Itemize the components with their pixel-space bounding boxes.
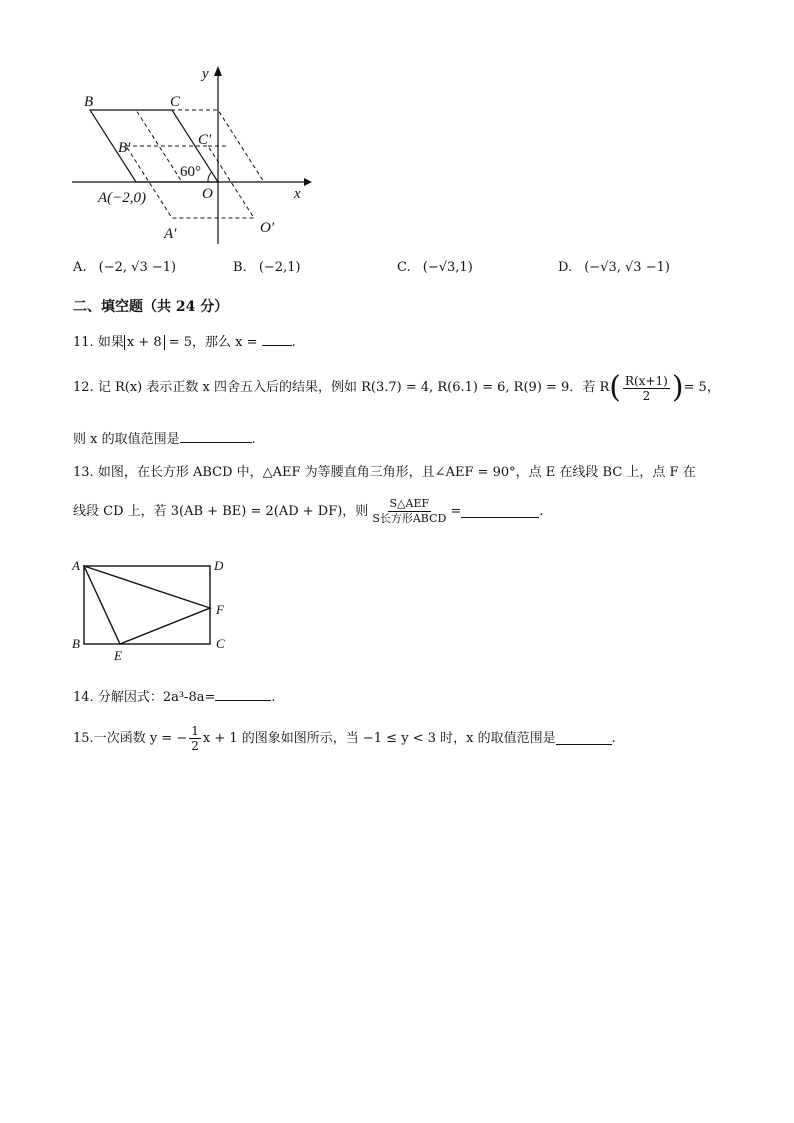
label-b-prime: B′ <box>118 140 131 156</box>
q15-before: 一次函数 y = − <box>93 730 188 746</box>
rectangle-abcd <box>84 566 210 644</box>
option-d-letter: D. <box>558 260 573 275</box>
section-title: 二、填空题（共 24 分） <box>73 299 229 315</box>
question-13-line1 <box>73 464 696 482</box>
label-y: y <box>202 66 209 82</box>
q15-frac-num: 1 <box>191 724 199 738</box>
q12-line1: 记 R(x) 表示正数 x 四舍五入后的结果，例如 R(3.7) = 4, R(6.1) = 6, R(9) = 9．若 R <box>97 380 610 395</box>
q12-line2: 则 x 的取值范围是 <box>73 432 180 447</box>
triangle-aef <box>84 566 210 644</box>
q15-end: . <box>611 730 616 746</box>
label-d: D <box>214 558 224 573</box>
label-x: x <box>294 186 301 202</box>
q12-paren-open: ( <box>609 370 621 405</box>
q15-frac-den: 2 <box>191 739 199 753</box>
x-axis-arrow <box>304 178 312 186</box>
label-a: A <box>72 558 80 573</box>
q15-answer-blank[interactable] <box>556 732 612 745</box>
option-c-value: (−√3,1) <box>422 260 473 275</box>
q13-answer-blank[interactable] <box>461 505 539 518</box>
option-b[interactable] <box>233 260 301 275</box>
q14-end: . <box>271 690 276 705</box>
question-12-line1 <box>73 370 720 405</box>
q12-number: 12. <box>73 380 94 395</box>
q13-line1: 如图，在长方形 ABCD 中，△AEF 为等腰直角三角形，且∠AEF = 90°，点 E 在线段 BC 上，点 F 在 <box>97 465 696 480</box>
option-c[interactable] <box>397 260 473 275</box>
q13-number: 13. <box>73 465 94 480</box>
q15-fraction <box>189 724 201 753</box>
q14-number: 14. <box>73 690 94 705</box>
label-o-prime: O′ <box>260 220 275 236</box>
q11-end: . <box>291 335 296 350</box>
label-b: B <box>72 636 80 651</box>
q11-abs: x + 8 <box>124 335 165 350</box>
label-f: F <box>216 602 224 617</box>
label-o: O <box>202 186 213 202</box>
question-13-line2 <box>73 497 543 526</box>
q13-frac-num: S△AEF <box>389 497 430 510</box>
q11-answer-blank[interactable] <box>262 333 292 346</box>
q12-frac-num: R(x+1) <box>624 373 668 388</box>
q13-line2-end: = <box>450 503 462 519</box>
label-a: A(−2,0) <box>98 190 147 206</box>
option-a-value: (−2, √3 −1) <box>98 260 177 275</box>
q15-number: 15. <box>73 730 94 746</box>
option-c-letter: C. <box>397 260 411 275</box>
parallelogram-figure <box>60 60 320 250</box>
option-a[interactable] <box>73 260 176 275</box>
q13-line2: 线段 CD 上，若 3(AB + BE) = 2(AD + DF)，则 <box>73 503 369 519</box>
q12-fraction <box>623 374 670 403</box>
q13-frac-den: S长方形ABCD <box>372 512 447 525</box>
question-15 <box>73 724 616 753</box>
rectangle-figure <box>66 556 236 666</box>
option-d[interactable] <box>558 260 670 275</box>
q12-line2-end: . <box>251 432 256 447</box>
q12-answer-blank[interactable] <box>180 430 252 443</box>
y-axis-arrow <box>214 66 222 76</box>
label-c-prime: C′ <box>198 132 212 148</box>
q12-line1-end: = 5， <box>683 380 720 395</box>
q11-before: 如果 <box>97 335 124 350</box>
label-a-prime: A′ <box>164 226 177 242</box>
q14-text: 分解因式：2a³-8a= <box>97 690 216 705</box>
label-angle: 60° <box>180 164 201 180</box>
q15-middle: x + 1 的图象如图所示，当 −1 ≤ y < 3 时，x 的取值范围是 <box>202 730 556 746</box>
option-a-letter: A. <box>73 260 87 275</box>
question-14 <box>73 688 276 707</box>
q11-number: 11. <box>73 335 94 350</box>
label-e: E <box>114 648 122 663</box>
q12-paren-close: ) <box>671 370 684 405</box>
q14-answer-blank[interactable] <box>215 688 271 701</box>
question-12-line2 <box>73 430 256 449</box>
option-b-letter: B. <box>233 260 247 275</box>
label-c: C <box>216 636 225 651</box>
question-11 <box>73 333 296 352</box>
q13-fraction <box>370 497 448 526</box>
label-c: C <box>170 94 181 110</box>
q12-frac-den: 2 <box>642 388 651 403</box>
angle-arc <box>208 172 212 182</box>
label-b: B <box>84 94 94 110</box>
q13-end: . <box>539 503 544 519</box>
option-b-value: (−2,1) <box>258 260 301 275</box>
option-d-value: (−√3, √3 −1) <box>584 260 670 275</box>
q11-after: = 5，那么 x = <box>164 335 262 350</box>
